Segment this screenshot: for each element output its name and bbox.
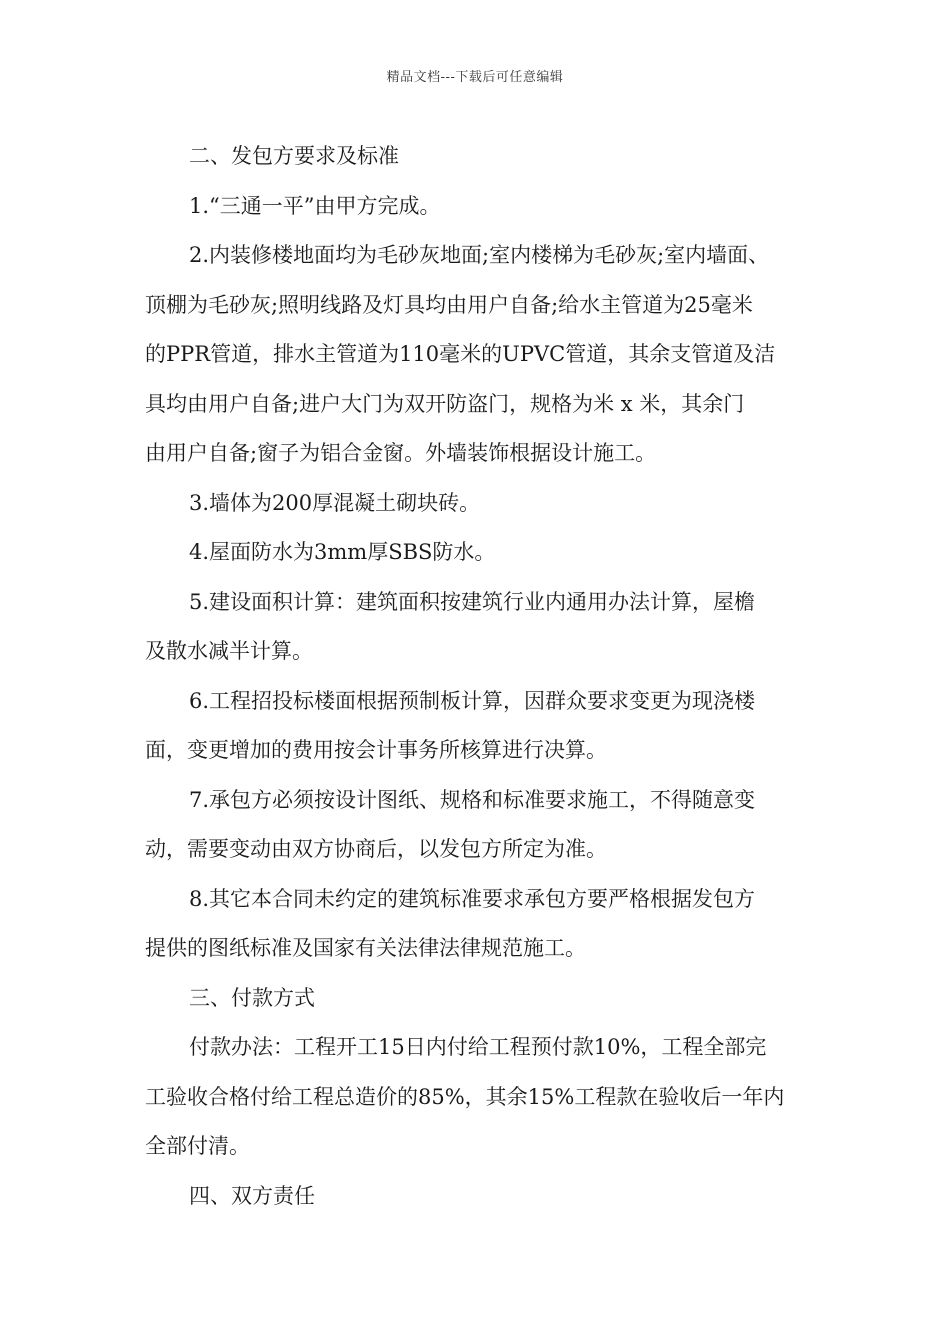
text-line: 面，变更增加的费用按会计事务所核算进行决算。: [145, 738, 607, 762]
text-line: 的PPR管道，排水主管道为110毫米的UPVC管道，其余支管道及洁: [145, 342, 776, 366]
text-line: 全部付清。: [145, 1134, 250, 1158]
text-line: 由用户自备;窗子为铝合金窗。外墙装饰根据设计施工。: [145, 441, 657, 465]
text-line: 5.建设面积计算：建筑面积按建筑行业内通用办法计算，屋檐: [189, 589, 756, 614]
page-header: 精品文档---下载后可任意编辑: [386, 70, 564, 85]
text-line: 4.屋面防水为3mm厚SBS防水。: [189, 540, 496, 564]
text-line: 8.其它本合同未约定的建筑标准要求承包方要严格根据发包方: [189, 886, 756, 911]
text-line: 三、付款方式: [189, 985, 315, 1010]
text-line: 提供的图纸标准及国家有关法律法律规范施工。: [145, 936, 586, 960]
text-line: 2.内装修楼地面均为毛砂灰地面;室内楼梯为毛砂灰;室内墙面、: [189, 243, 770, 267]
text-line: 具均由用户自备;进户大门为双开防盗门，规格为米 x 米，其余门: [145, 391, 745, 416]
text-line: 1.“三通一平”由甲方完成。: [189, 193, 441, 218]
text-line: 6.工程招投标楼面根据预制板计算，因群众要求变更为现浇楼: [189, 688, 756, 713]
text-line: 工验收合格付给工程总造价的85%，其余15%工程款在验收后一年内: [145, 1084, 785, 1109]
text-line: 及散水减半计算。: [145, 639, 313, 663]
text-line: 顶棚为毛砂灰;照明线路及灯具均由用户自备;给水主管道为25毫米: [145, 292, 753, 317]
document-body: [145, 132, 825, 1221]
text-line: 7.承包方必须按设计图纸、规格和标准要求施工，不得随意变: [189, 787, 756, 812]
text-line: 3.墙体为200厚混凝土砌块砖。: [189, 490, 481, 515]
text-line: 付款办法：工程开工15日内付给工程预付款10%，工程全部完: [189, 1035, 767, 1059]
text-line: 动，需要变动由双方协商后，以发包方所定为准。: [145, 837, 607, 861]
text-line: 二、发包方要求及标准: [189, 144, 399, 168]
text-line: 四、双方责任: [189, 1183, 315, 1208]
